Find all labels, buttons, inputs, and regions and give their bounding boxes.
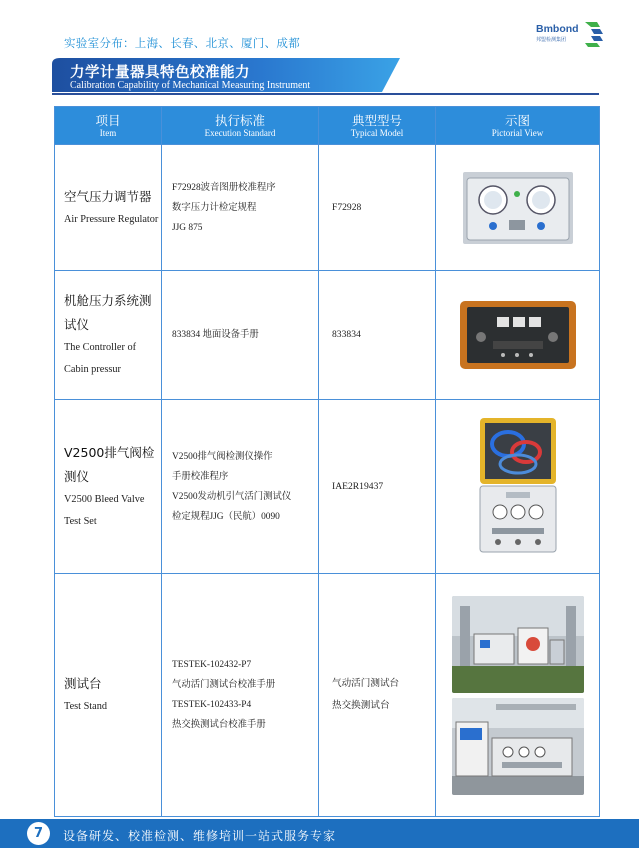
picture-cell <box>436 400 600 574</box>
picture-cell <box>436 145 600 271</box>
brand-logo <box>536 20 606 48</box>
header-item: 项目 Item <box>55 107 162 145</box>
bleed-valve-test-set-photo <box>476 416 560 558</box>
picture-cell <box>436 574 600 817</box>
picture-cell <box>436 271 600 400</box>
item-cell: V2500排气阀检 测仪 V2500 Bleed Valve Test Set <box>55 400 162 574</box>
header-divider <box>52 93 599 95</box>
header-model: 典型型号 Typical Model <box>319 107 436 145</box>
model-cell: 833834 <box>319 271 436 400</box>
item-cell: 测试台 Test Stand <box>55 574 162 817</box>
heat-exchange-test-stand-photo <box>452 698 584 795</box>
standard-cell: TESTEK-102432-P7 气动活门测试台校准手册 TESTEK-102433-P4 热交换测试台校准手册 <box>162 574 319 817</box>
pressure-regulator-photo <box>463 172 573 244</box>
model-cell: F72928 <box>319 145 436 271</box>
standard-cell: 833834 地面设备手册 <box>162 271 319 400</box>
cabin-controller-photo <box>457 295 579 375</box>
table-header-row <box>55 107 600 145</box>
model-cell: IAE2R19437 <box>319 400 436 574</box>
header-standard: 执行标准 Execution Standard <box>162 107 319 145</box>
brand-name: Bmbond <box>536 23 579 35</box>
footer-slogan: 设备研发、校准检测、维修培训一站式服务专家 <box>63 829 337 843</box>
brand-subtitle: 邦盟检测集团 <box>536 37 567 43</box>
table-row <box>55 574 600 817</box>
brand-mark-icon <box>582 20 604 48</box>
page-number: 7 <box>27 822 50 845</box>
banner-subtitle: Calibration Capability of Mechanical Measuring Instrument <box>70 80 311 91</box>
table-row <box>55 271 600 400</box>
calibration-table <box>54 106 600 817</box>
standard-cell: F72928波音图册校准程序 数字压力计检定规程 JJG 875 <box>162 145 319 271</box>
item-cell: 空气压力调节器 Air Pressure Regulator <box>55 145 162 271</box>
banner-title: 力学计量器具特色校准能力 <box>70 65 250 81</box>
table-row <box>55 145 600 271</box>
header-picture: 示图 Pictorial View <box>436 107 600 145</box>
model-cell: 气动活门测试台 热交换测试台 <box>319 574 436 817</box>
lab-locations: 实验室分布：上海、长春、北京、厦门、成都 <box>64 36 300 50</box>
item-cell: 机舱压力系统测 试仪 The Controller of Cabin pressur <box>55 271 162 400</box>
table-row <box>55 400 600 574</box>
standard-cell: V2500排气阀检测仪操作 手册校准程序 V2500发动机引气活门测试仪 检定规程JJG（民航）0090 <box>162 400 319 574</box>
pneumatic-valve-test-stand-photo <box>452 596 584 693</box>
